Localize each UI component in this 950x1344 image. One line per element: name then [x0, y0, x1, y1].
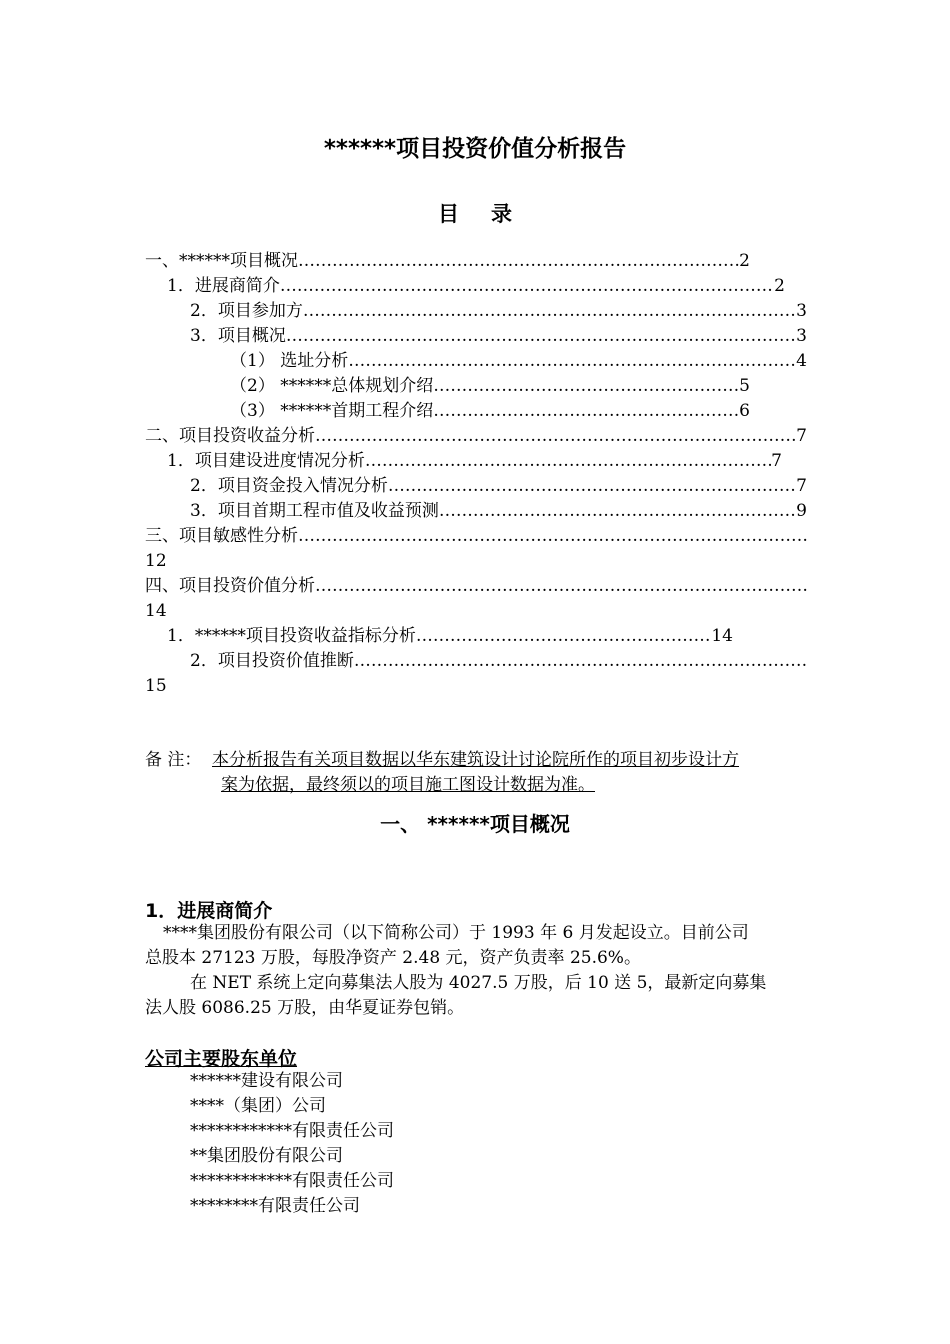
toc-entry-page: 6	[739, 401, 750, 421]
toc-leader	[433, 374, 739, 399]
toc-entry[interactable]	[167, 274, 785, 299]
shareholders-heading: 公司主要股东单位	[145, 1048, 298, 1070]
toc-entry-label: （1） 选址分析	[230, 351, 349, 371]
toc-leader	[298, 249, 739, 274]
toc-entry[interactable]	[167, 624, 733, 649]
toc-entry[interactable]	[230, 349, 807, 374]
toc-leader	[286, 324, 796, 349]
toc-entry-page: 2	[774, 276, 785, 296]
toc-entry[interactable]	[167, 449, 782, 474]
paragraph-line: 法人股 6086.25 万股，由华夏证券包销。	[145, 998, 465, 1018]
toc-entry[interactable]	[230, 374, 750, 399]
list-item: ************有限责任公司	[190, 1171, 394, 1191]
note-text-line1: 本分析报告有关项目数据以华东建筑设计讨论院所作的项目初步设计方	[212, 750, 739, 770]
toc-entry-page: 5	[739, 376, 750, 396]
toc-entry[interactable]	[145, 574, 807, 599]
toc-leader	[433, 399, 739, 424]
toc-entry-label: 2．项目参加方	[190, 301, 303, 321]
list-item: ****（集团）公司	[190, 1096, 326, 1116]
toc-entry-page: 3	[796, 301, 807, 321]
section-heading: 一、 ******项目概况	[380, 812, 570, 836]
toc-entry-page: 7	[796, 476, 807, 496]
list-item: **集团股份有限公司	[190, 1146, 343, 1166]
toc-entry[interactable]	[230, 399, 750, 424]
toc-entry-page: 14	[711, 626, 733, 646]
toc-entry[interactable]	[145, 249, 750, 274]
toc-entry[interactable]	[190, 299, 807, 324]
subsection-heading: 1．进展商简介	[145, 900, 273, 922]
paragraph-line: ****集团股份有限公司（以下简称公司）于 1993 年 6 月发起设立。目前公司	[163, 923, 749, 943]
toc-leader	[416, 624, 712, 649]
note-text-line2: 案为依据，最终须以的项目施工图设计数据为准。	[221, 775, 595, 795]
toc-entry[interactable]	[190, 499, 807, 524]
toc-entry[interactable]	[145, 524, 807, 549]
toc-entry-page: 12	[145, 551, 167, 571]
toc-entry-label: 1．项目建设进度情况分析	[167, 451, 365, 471]
toc-entry-page: 4	[796, 351, 807, 371]
toc-leader	[315, 424, 796, 449]
toc-entry-label: 3．项目概况	[190, 326, 286, 346]
toc-entry-page: 9	[796, 501, 807, 521]
toc-entry-page: 7	[796, 426, 807, 446]
toc-entry-label: 三、项目敏感性分析	[145, 526, 298, 546]
toc-leader	[315, 574, 807, 599]
toc-leader	[365, 449, 771, 474]
toc-entry-label: 1．******项目投资收益指标分析	[167, 626, 416, 646]
toc-leader	[354, 649, 807, 674]
toc-entry-page: 14	[145, 601, 167, 621]
toc-entry-label: 2．项目资金投入情况分析	[190, 476, 388, 496]
toc-entry-label: 二、项目投资收益分析	[145, 426, 315, 446]
toc-entry-page: 15	[145, 676, 167, 696]
toc-leader	[348, 349, 796, 374]
toc-leader	[303, 299, 796, 324]
list-item: ********有限责任公司	[190, 1196, 360, 1216]
paragraph-line: 总股本 27123 万股，每股净资产 2.48 元，资产负责率 25.6%。	[145, 948, 641, 968]
toc-entry[interactable]	[190, 649, 807, 674]
toc-entry-label: （3） ******首期工程介绍	[230, 401, 434, 421]
toc-entry[interactable]	[190, 474, 807, 499]
toc-entry[interactable]	[145, 424, 807, 449]
toc-entry-page: 3	[796, 326, 807, 346]
toc-entry-label: 1．进展商简介	[167, 276, 280, 296]
toc-entry-label: 2．项目投资价值推断	[190, 651, 354, 671]
toc-leader	[388, 474, 796, 499]
toc-heading: 目录	[438, 202, 544, 226]
toc-leader	[298, 524, 807, 549]
paragraph-line: 在 NET 系统上定向募集法人股为 4027.5 万股，后 10 送 5，最新定向募集	[190, 973, 767, 993]
toc-entry-label: 3．项目首期工程市值及收益预测	[190, 501, 439, 521]
toc-entry-label: （2） ******总体规划介绍	[230, 376, 434, 396]
toc-entry[interactable]	[190, 324, 807, 349]
list-item: ******建设有限公司	[190, 1071, 343, 1091]
toc-entry-page: 2	[739, 251, 750, 271]
list-item: ************有限责任公司	[190, 1121, 394, 1141]
toc-leader	[439, 499, 796, 524]
toc-entry-label: 一、******项目概况	[145, 251, 298, 271]
note-label: 备 注：	[145, 750, 202, 770]
report-title: ******项目投资价值分析报告	[323, 136, 627, 162]
toc-leader	[280, 274, 774, 299]
toc-entry-label: 四、项目投资价值分析	[145, 576, 315, 596]
toc-entry-page: 7	[771, 451, 782, 471]
